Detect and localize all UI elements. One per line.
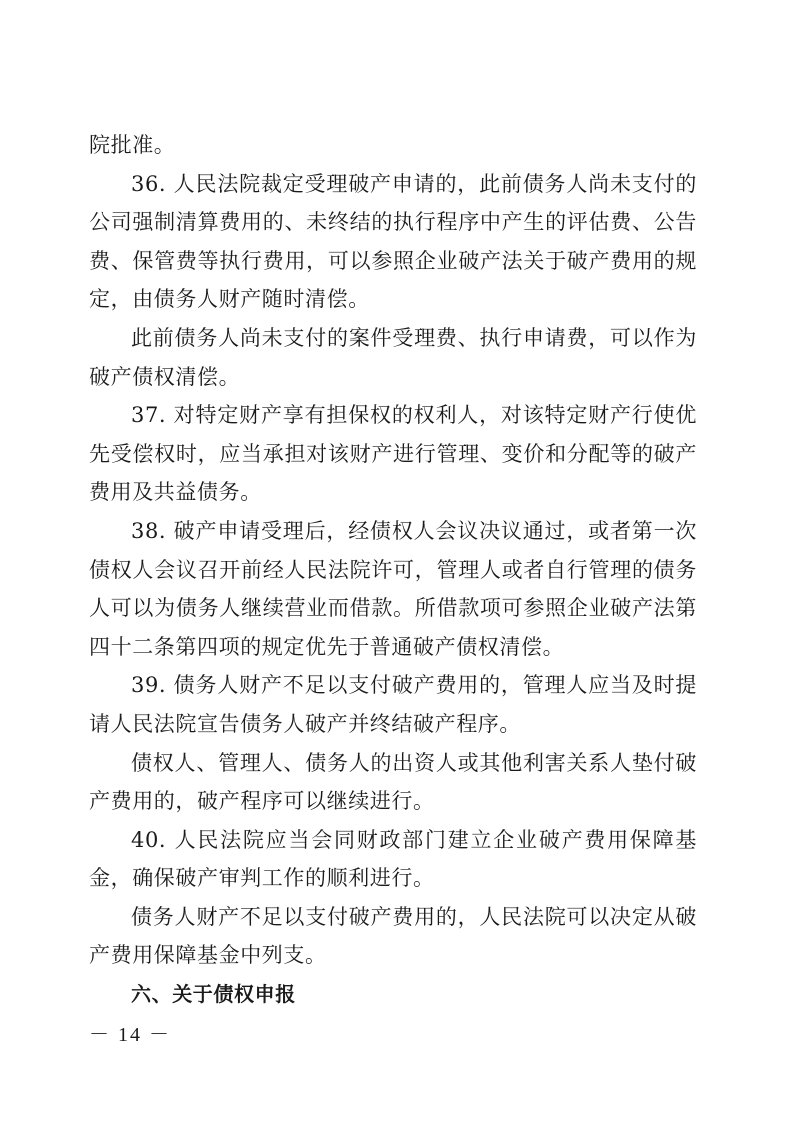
paragraph-item-39: 39. 债务人财产不足以支付破产费用的，管理人应当及时提请人民法院宣告债务人破产并终结破产程序。	[89, 673, 697, 736]
paragraph-item-40: 40. 人民法院应当会同财政部门建立企业破产费用保障基金，确保破产审判工作的顺利进行。	[89, 827, 697, 891]
paragraph-item-36-sub: 此前债务人尚未支付的案件受理费、执行申请费，可以作为破产债权清偿。	[89, 325, 697, 389]
paragraph-item-38: 38. 破产申请受理后，经债权人会议决议通过，或者第一次债权人会议召开前经人民法院许可，管理人或者自行管理的债务人可以为债务人继续营业而借款。所借款项可参照企业破产法第四十二条第四项的规定优先于普通破产债权清偿。	[89, 518, 697, 659]
paragraph-item-40-sub: 债务人财产不足以支付破产费用的，人民法院可以决定从破产费用保障基金中列支。	[89, 904, 697, 968]
paragraph-item-39-sub: 债权人、管理人、债务人的出资人或其他利害关系人垫付破产费用的，破产程序可以继续进行。	[89, 750, 697, 814]
paragraph-continuation: 院批准。	[89, 133, 176, 157]
paragraph-item-36: 36. 人民法院裁定受理破产申请的，此前债务人尚未支付的公司强制清算费用的、未终结的执行程序中产生的评估费、公告费、保管费等执行费用，可以参照企业破产法关于破产费用的规定，由债务人财产随时清偿。	[89, 171, 697, 312]
document-body	[89, 126, 697, 1014]
section-heading: 六、关于债权申报	[131, 982, 296, 1007]
page-number: － 14 －	[89, 1024, 171, 1046]
paragraph-item-37: 37. 对特定财产享有担保权的权利人，对该特定财产行使优先受偿权时，应当承担对该财产进行管理、变价和分配等的破产费用及共益债务。	[89, 403, 697, 505]
